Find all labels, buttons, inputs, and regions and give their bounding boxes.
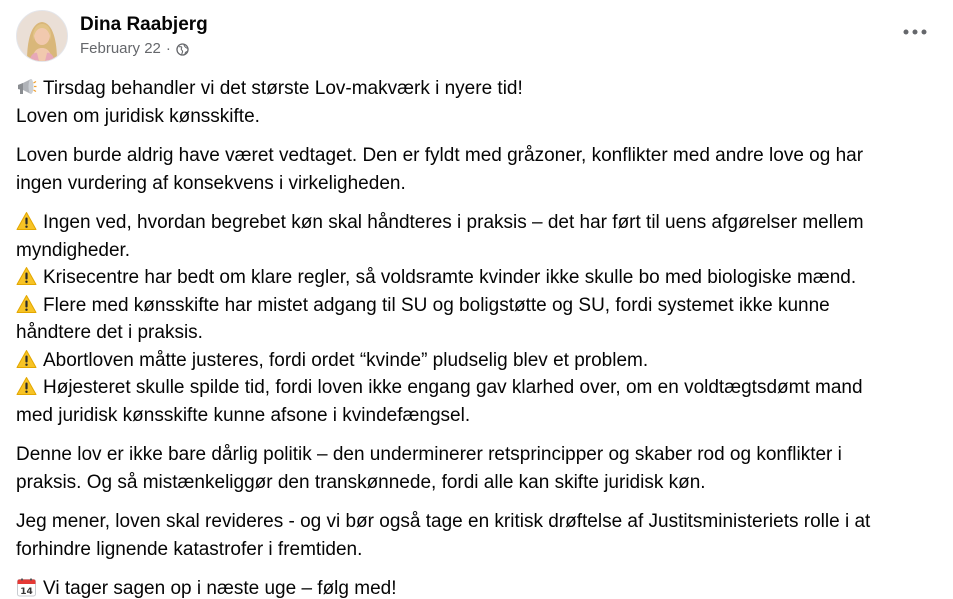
warning-icon bbox=[16, 294, 37, 314]
megaphone-icon bbox=[16, 77, 37, 97]
warning-item-2: Krisecentre har bedt om klare regler, så voldsramte kvinder ikke skulle bo med biologiske mænd. bbox=[16, 264, 941, 292]
criticism-line-2: ingen vurdering af konsekvens i virkeligheden. bbox=[16, 172, 406, 194]
opinion-line-2: forhindre lignende katastrofer i fremtiden. bbox=[16, 538, 363, 560]
warning-item-3-cont: håndtere det i praksis. bbox=[16, 322, 203, 343]
warning-icon bbox=[16, 266, 37, 286]
criticism-line-1: Loven burde aldrig have været vedtaget. Den er fyldt med gråzoner, konflikter med andre love og har bbox=[16, 145, 864, 166]
post-body bbox=[16, 75, 941, 599]
warning-icon bbox=[16, 211, 37, 231]
meta-separator: · bbox=[165, 40, 171, 57]
paragraph-intro bbox=[16, 75, 941, 130]
closing-line: 14 Vi tager sagen op i næste uge – følg med! bbox=[16, 575, 941, 599]
paragraph-politics bbox=[16, 441, 941, 496]
intro-line-2: Loven om juridisk kønsskifte. bbox=[16, 105, 260, 127]
author-avatar[interactable] bbox=[16, 10, 68, 62]
politics-line-1: Denne lov er ikke bare dårlig politik – den underminerer retsprincipper og skaber rod og konflikter i bbox=[16, 444, 842, 465]
warning-item-1-cont: myndigheder. bbox=[16, 239, 131, 261]
warning-item-3: Flere med kønsskifte har mistet adgang til SU og boligstøtte og SU, fordi systemet ikke kunne bbox=[16, 292, 941, 320]
warning-item-1: Ingen ved, hvordan begrebet køn skal håndteres i praksis – det har ført til uens afgørelser mellem bbox=[16, 209, 941, 237]
intro-line-1: Tirsdag behandler vi det største Lov-makværk i nyere tid! bbox=[43, 78, 523, 99]
globe-icon[interactable] bbox=[176, 43, 189, 56]
post-header bbox=[16, 8, 208, 64]
calendar-icon bbox=[16, 577, 37, 597]
post-date[interactable]: February 22 bbox=[80, 40, 161, 57]
paragraph-criticism bbox=[16, 142, 941, 197]
post-subline bbox=[80, 39, 208, 59]
paragraph-closing bbox=[16, 575, 941, 599]
paragraph-warnings bbox=[16, 209, 941, 429]
avatar-photo bbox=[17, 11, 67, 61]
text-line bbox=[16, 75, 941, 103]
paragraph-opinion bbox=[16, 508, 941, 563]
warning-icon bbox=[16, 349, 37, 369]
svg-text:14: 14 bbox=[20, 587, 33, 597]
warning-item-5: Højesteret skulle spilde tid, fordi loven ikke engang gav klarhed over, om en voldtægtsdømt mand bbox=[16, 374, 941, 402]
opinion-line-1: Jeg mener, loven skal revideres - og vi bør også tage en kritisk drøftelse af Justitsministeriets rolle i at bbox=[16, 511, 871, 532]
warning-item-4: Abortloven måtte justeres, fordi ordet “kvinde” pludselig blev et problem. bbox=[16, 347, 941, 375]
more-options-icon[interactable] bbox=[897, 20, 933, 44]
warning-item-5-cont: med juridisk kønsskifte kunne afsone i kvindefængsel. bbox=[16, 404, 471, 426]
politics-line-2: praksis. Og så mistænkeliggør den transkønnede, fordi alle kan skifte juridisk køn. bbox=[16, 471, 706, 493]
warning-icon bbox=[16, 376, 37, 396]
author-name[interactable]: Dina Raabjerg bbox=[80, 14, 208, 35]
post-meta bbox=[80, 13, 208, 59]
